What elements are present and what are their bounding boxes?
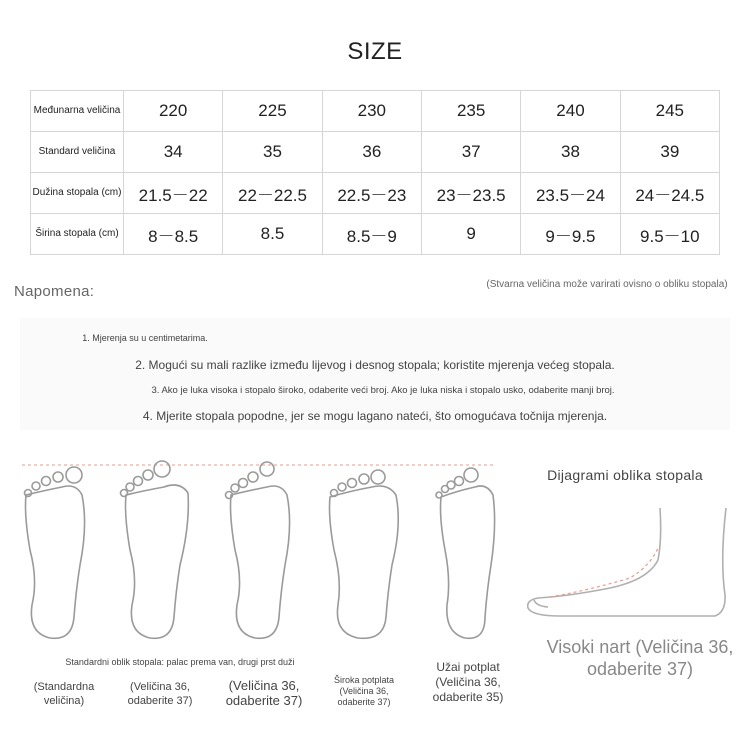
diagram-title: Dijagrami oblika stopala: [547, 467, 703, 483]
table-cell: 245: [620, 91, 719, 132]
feet-illustration: [18, 455, 508, 655]
row-header: Dužina stopala (cm): [31, 173, 124, 214]
foot-standard-icon: [25, 467, 85, 638]
table-cell: 8.5－9: [322, 214, 421, 255]
foot-caption: (Veličina 36, odaberite 37): [225, 678, 303, 708]
side-foot-icon: [528, 508, 726, 616]
note-item: 3. Ako je luka visoka i stopalo široko, odaberite veći broj. Ako je luka niska i stopalo usko, odaberite manji broj.: [151, 385, 615, 396]
table-cell: 35: [223, 132, 322, 173]
table-cell: 22－22.5: [223, 173, 322, 214]
notes-disclaimer: (Stvarna veličina može varirati ovisno o obliku stopala): [486, 279, 728, 290]
foot-caption: (Veličina 36, odaberite 37): [127, 681, 193, 707]
table-cell: 36: [322, 132, 421, 173]
table-cell: 220: [124, 91, 223, 132]
foot-caption: (Standardna veličina): [33, 681, 95, 707]
table-cell: 9－9.5: [521, 214, 620, 255]
table-row: [31, 214, 720, 255]
table-cell: 240: [521, 91, 620, 132]
table-cell: 225: [223, 91, 322, 132]
table-row: [31, 132, 720, 173]
table-cell: 37: [421, 132, 520, 173]
table-cell: 23.5－24: [521, 173, 620, 214]
table-cell: 235: [421, 91, 520, 132]
row-header: Širina stopala (cm): [31, 214, 124, 255]
table-cell: 9: [421, 214, 520, 255]
table-cell: 23－23.5: [421, 173, 520, 214]
foot-caption: Užai potplat (Veličina 36, odaberite 35): [432, 660, 504, 704]
table-cell: 22.5－23: [322, 173, 421, 214]
table-cell: 34: [124, 132, 223, 173]
note-item: 2. Mogući su mali razlike između lijevog i desnog stopala; koristite mjerenja većeg stopala.: [135, 358, 615, 372]
note-item: 1. Mjerenja su u centimetarima.: [82, 333, 208, 343]
table-cell: 24－24.5: [620, 173, 719, 214]
table-row: [31, 91, 720, 132]
foot-roman-icon: [226, 462, 290, 638]
row-header: Standard veličina: [31, 132, 124, 173]
table-cell: 230: [322, 91, 421, 132]
note-item: 4. Mjerite stopala popodne, jer se mogu lagano nateći, što omogućava točnija mjerenja.: [142, 409, 608, 423]
row-header: Međunarna veličina: [31, 91, 124, 132]
foot-egyptian-icon: [121, 461, 189, 638]
page-title: SIZE: [347, 38, 403, 65]
table-cell: 8－8.5: [124, 214, 223, 255]
size-table: [30, 90, 720, 255]
high-arch-diagram: [520, 500, 735, 625]
foot-narrow-icon: [436, 468, 495, 638]
standard-shape-caption: Standardni oblik stopala: palac prema van, drugi prst duži: [65, 657, 295, 667]
foot-caption: Široka potplata (Veličina 36, odaberite 37): [333, 675, 395, 707]
high-arch-caption: Visoki nart (Veličina 36, odaberite 37): [546, 637, 734, 679]
table-cell: 8.5: [223, 214, 322, 255]
table-cell: 21.5－22: [124, 173, 223, 214]
foot-wide-icon: [330, 470, 399, 638]
table-cell: 9.5－10: [620, 214, 719, 255]
table-row: [31, 173, 720, 214]
table-cell: 39: [620, 132, 719, 173]
table-cell: 38: [521, 132, 620, 173]
notes-label: Napomena:: [14, 283, 95, 300]
